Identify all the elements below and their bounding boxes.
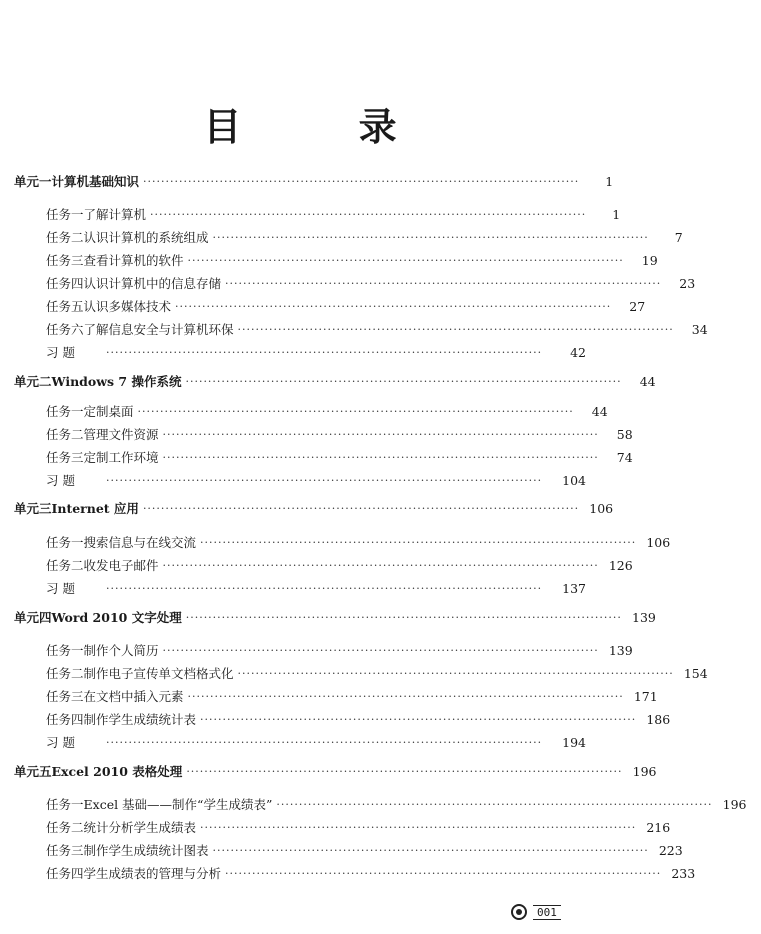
- toc-entry-label: Windows 7 操作系统: [51, 374, 182, 389]
- toc-entry-page: 104: [562, 472, 586, 488]
- toc-dot-leader: ·································································································: [162, 643, 599, 657]
- toc-entry-number: 习 题: [46, 345, 75, 360]
- toc-entry-label: 查看计算机的软件: [83, 253, 184, 268]
- toc-entry-label: Excel 基础——制作“学生成绩表”: [83, 797, 273, 812]
- toc-task-row[interactable]: [0, 226, 683, 248]
- toc-dot-leader: ·································································································: [175, 299, 612, 313]
- toc-task-row[interactable]: [0, 531, 671, 553]
- toc-dot-leader: ·································································································: [106, 581, 543, 595]
- toc-dot-leader: ·································································································: [106, 473, 543, 487]
- toc-entry-page: 194: [562, 734, 586, 750]
- toc-entry-number: 任务一: [46, 207, 84, 222]
- toc-entry-number: 任务二: [46, 230, 84, 245]
- toc-entry-number: 任务一: [46, 535, 84, 550]
- toc-dot-leader: ·································································································: [237, 666, 674, 680]
- toc-entry-page: 139: [632, 609, 656, 625]
- toc-dot-leader: ·································································································: [185, 374, 622, 388]
- toc-entry-page: 7: [674, 229, 683, 245]
- toc-unit-row[interactable]: [0, 497, 614, 519]
- toc-entry-page: 34: [691, 321, 708, 337]
- toc-dot-leader: ·································································································: [187, 253, 624, 267]
- toc-entry-page: 233: [671, 865, 696, 881]
- toc-entry-page: 196: [632, 763, 657, 779]
- toc-entry-label: 在文档中插入元素: [83, 689, 184, 704]
- toc-entry-page: 1: [605, 173, 614, 189]
- toc-task-row[interactable]: [0, 423, 633, 445]
- toc-entry-number: 任务三: [46, 843, 84, 858]
- toc-entry-number: 任务一: [46, 797, 84, 812]
- toc-entry-number: 任务二: [46, 666, 84, 681]
- toc-entry-number: 任务三: [46, 689, 84, 704]
- toc-task-row[interactable]: [0, 685, 658, 707]
- toc-entry-number: 任务四: [46, 276, 84, 291]
- page-title: 目 录: [203, 104, 449, 149]
- toc-entry-page: 154: [683, 665, 708, 681]
- toc-entry-label: 管理文件资源: [83, 427, 159, 442]
- toc-task-row[interactable]: [0, 249, 658, 271]
- toc-entry-label: 认识计算机的系统组成: [83, 230, 209, 245]
- toc-task-row[interactable]: [0, 469, 600, 491]
- toc-dot-leader: ·································································································: [162, 427, 599, 441]
- toc-task-row[interactable]: [0, 577, 600, 599]
- toc-entry-number: 习 题: [46, 473, 75, 488]
- toc-dot-leader: ·································································································: [225, 276, 662, 290]
- toc-entry-label: 收发电子邮件: [83, 558, 159, 573]
- toc-entry-number: 单元五: [14, 764, 52, 779]
- toc-entry-label: 学生成绩表的管理与分析: [83, 866, 222, 881]
- toc-entry-page: 74: [616, 449, 633, 465]
- toc-entry-page: 137: [562, 580, 586, 596]
- toc-dot-leader: ·································································································: [200, 535, 637, 549]
- toc-unit-row[interactable]: [0, 170, 614, 192]
- toc-task-row[interactable]: [0, 816, 671, 838]
- toc-dot-leader: ·································································································: [186, 764, 623, 778]
- toc-entry-page: 42: [570, 344, 586, 360]
- toc-entry-number: 任务三: [46, 253, 84, 268]
- toc-entry-label: 搜索信息与在线交流: [83, 535, 197, 550]
- toc-entry-label: 制作学生成绩统计图表: [83, 843, 209, 858]
- toc-dot-leader: ·································································································: [200, 712, 637, 726]
- toc-task-row[interactable]: [0, 793, 747, 815]
- toc-entry-number: 单元一: [14, 174, 52, 189]
- toc-task-row[interactable]: [0, 295, 646, 317]
- toc-entry-page: 171: [633, 688, 658, 704]
- toc-entry-page: 58: [616, 426, 633, 442]
- toc-entry-number: 习 题: [46, 581, 75, 596]
- toc-dot-leader: ·································································································: [143, 174, 580, 188]
- toc-entry-label: 了解信息安全与计算机环保: [83, 322, 234, 337]
- toc-entry-label: 定制桌面: [83, 404, 134, 419]
- toc-entry-label: Word 2010 文字处理: [51, 610, 182, 625]
- toc-task-row[interactable]: [0, 318, 708, 340]
- toc-task-row[interactable]: [0, 731, 600, 753]
- toc-task-row[interactable]: [0, 341, 600, 363]
- toc-task-row[interactable]: [0, 446, 633, 468]
- toc-task-row[interactable]: [0, 662, 708, 684]
- toc-task-row[interactable]: [0, 708, 671, 730]
- toc-unit-row[interactable]: [0, 606, 656, 628]
- toc-dot-leader: ·································································································: [212, 230, 649, 244]
- toc-entry-number: 任务二: [46, 820, 84, 835]
- toc-entry-number: 任务四: [46, 712, 84, 727]
- toc-entry-number: 任务二: [46, 558, 84, 573]
- toc-entry-number: 单元三: [14, 501, 52, 516]
- page-footer: [511, 902, 591, 922]
- footer-page-number: 001: [533, 905, 561, 920]
- toc-unit-row[interactable]: [0, 370, 656, 392]
- toc-dot-leader: ·································································································: [162, 450, 599, 464]
- toc-dot-leader: ·································································································: [212, 843, 649, 857]
- toc-dot-leader: ·································································································: [106, 345, 543, 359]
- toc-dot-leader: ·································································································: [276, 797, 713, 811]
- toc-entry-label: 计算机基础知识: [51, 174, 140, 189]
- toc-entry-number: 任务五: [46, 299, 84, 314]
- toc-entry-page: 19: [641, 252, 658, 268]
- toc-dot-leader: ·································································································: [106, 735, 543, 749]
- toc-entry-label: 统计分析学生成绩表: [83, 820, 197, 835]
- toc-task-row[interactable]: [0, 203, 621, 225]
- toc-entry-label: 制作学生成绩统计表: [83, 712, 197, 727]
- toc-entry-label: Excel 2010 表格处理: [51, 764, 183, 779]
- toc-entry-label: 定制工作环境: [83, 450, 159, 465]
- toc-entry-page: 23: [679, 275, 696, 291]
- toc-entry-number: 单元四: [14, 610, 52, 625]
- toc-entry-number: 习 题: [46, 735, 75, 750]
- toc-task-row[interactable]: [0, 839, 683, 861]
- toc-dot-leader: ·································································································: [185, 610, 622, 624]
- toc-entry-page: 27: [629, 298, 646, 314]
- toc-entry-label: 认识计算机中的信息存储: [83, 276, 222, 291]
- toc-entry-page: 44: [639, 373, 656, 389]
- toc-entry-label: 制作个人简历: [83, 643, 159, 658]
- toc-task-row[interactable]: [0, 639, 633, 661]
- toc-entry-number: 任务四: [46, 866, 84, 881]
- toc-entry-page: 196: [722, 796, 747, 812]
- toc-entry-page: 223: [658, 842, 683, 858]
- toc-entry-label: 了解计算机: [83, 207, 147, 222]
- toc-entry-page: 1: [612, 206, 621, 222]
- toc-dot-leader: ·································································································: [187, 689, 624, 703]
- toc-entry-page: 139: [608, 642, 633, 658]
- toc-entry-number: 单元二: [14, 374, 52, 389]
- toc-entry-page: 126: [608, 557, 633, 573]
- toc-entry-number: 任务一: [46, 643, 84, 658]
- toc-entry-page: 186: [646, 711, 671, 727]
- toc-task-row[interactable]: [0, 554, 633, 576]
- toc-entry-number: 任务二: [46, 427, 84, 442]
- toc-entry-label: Internet 应用: [51, 501, 139, 516]
- toc-entry-page: 216: [646, 819, 671, 835]
- toc-task-row[interactable]: [0, 400, 608, 422]
- toc-task-row[interactable]: [0, 862, 696, 884]
- toc-dot-leader: ·································································································: [150, 207, 587, 221]
- toc-entry-label: 制作电子宣传单文档格式化: [83, 666, 234, 681]
- toc-unit-row[interactable]: [0, 760, 657, 782]
- toc-task-row[interactable]: [0, 272, 696, 294]
- toc-entry-page: 106: [646, 534, 671, 550]
- toc-entry-page: 44: [591, 403, 608, 419]
- toc-dot-leader: ·································································································: [225, 866, 662, 880]
- toc-dot-leader: ·································································································: [200, 820, 637, 834]
- toc-dot-leader: ·································································································: [142, 501, 580, 515]
- toc-entry-page: 106: [589, 500, 614, 516]
- toc-entry-number: 任务一: [46, 404, 84, 419]
- toc-entry-number: 任务三: [46, 450, 84, 465]
- toc-dot-leader: ·································································································: [162, 558, 599, 572]
- toc-dot-leader: ·································································································: [237, 322, 674, 336]
- compass-circle-icon: [511, 904, 527, 920]
- toc-entry-number: 任务六: [46, 322, 84, 337]
- toc-entry-label: 认识多媒体技术: [83, 299, 172, 314]
- toc-dot-leader: ·································································································: [137, 404, 574, 418]
